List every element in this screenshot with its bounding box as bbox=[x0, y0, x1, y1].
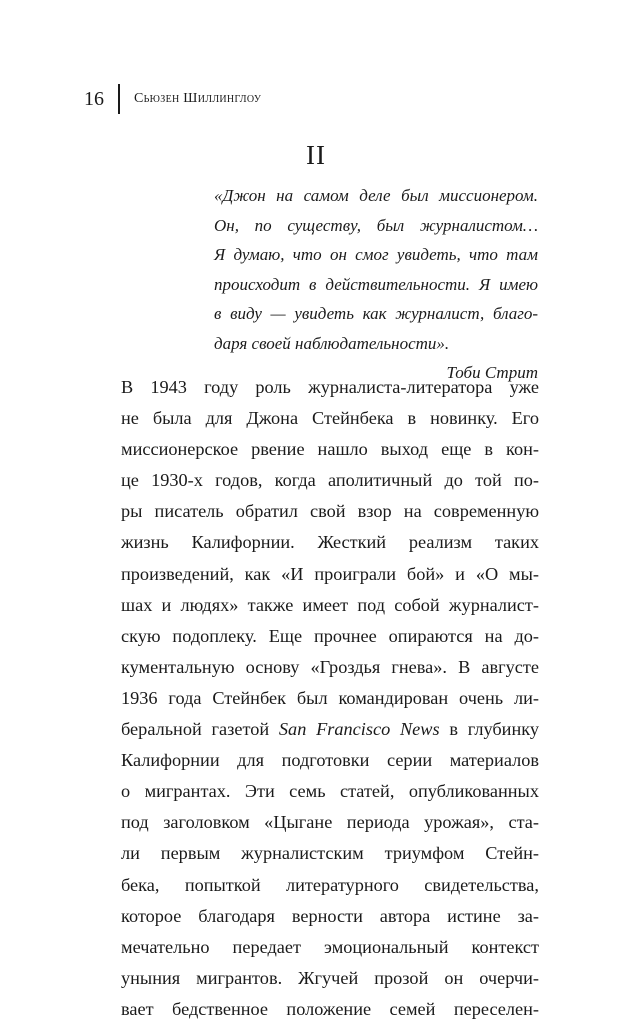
body-line: о мигрантах. Эти семь статей, опубликованных bbox=[121, 781, 539, 802]
running-head bbox=[84, 82, 261, 116]
body-line: це 1930-х годов, когда аполитичный до той по- bbox=[121, 470, 539, 491]
body-line: скую подоплеку. Еще прочнее опираются на до- bbox=[121, 625, 539, 646]
chapter-number: II bbox=[306, 140, 326, 170]
body-paragraph bbox=[121, 372, 539, 1025]
epigraph-line: даря своей наблюдательности». bbox=[214, 333, 450, 353]
epigraph bbox=[214, 181, 538, 388]
body-line: бека, попыткой литературного свидетельства, bbox=[121, 874, 539, 895]
epigraph-line: Он, по существу, был журналистом… bbox=[214, 215, 538, 235]
body-line: вает бедственное положение семей переселен- bbox=[121, 998, 539, 1019]
epigraph-line: Я думаю, что он смог увидеть, что там bbox=[214, 245, 538, 264]
body-line: Калифорнии для подготовки серии материалов bbox=[121, 750, 539, 771]
body-line: кументальную основу «Гроздья гнева». В августе bbox=[121, 656, 539, 677]
body-line-text: беральной газетой bbox=[121, 719, 279, 740]
body-line: под заголовком «Цыгане периода урожая», ста- bbox=[121, 812, 539, 833]
body-line-text: в глубинку bbox=[439, 719, 539, 740]
body-line: ры писатель обратил свой взор на современную bbox=[121, 501, 539, 522]
body-line: В 1943 году роль журналиста-литератора уже bbox=[121, 377, 539, 397]
body-line: шах и людях» также имеет под собой журналист- bbox=[121, 594, 539, 615]
body-line: произведений, как «И проиграли бой» и «О мы- bbox=[121, 563, 539, 584]
body-line: ли первым журналистским триумфом Стейн- bbox=[121, 843, 539, 864]
epigraph-line: «Джон на самом деле был миссионером. bbox=[214, 186, 538, 205]
body-line: которое благодаря верности автора истине за- bbox=[121, 905, 539, 926]
body-line: уныния мигрантов. Жгучей прозой он очерчи- bbox=[121, 967, 539, 988]
body-line: мечательно передает эмоциональный контекст bbox=[121, 936, 539, 957]
newspaper-title: San Francisco News bbox=[278, 719, 440, 740]
epigraph-line: в виду — увидеть как журналист, благо- bbox=[214, 304, 538, 323]
body-line: жизнь Калифорнии. Жесткий реализм таких bbox=[121, 532, 539, 553]
epigraph-attribution: Тоби Стрит bbox=[446, 363, 538, 382]
running-head-divider bbox=[118, 84, 120, 114]
body-line-with-newspaper-title bbox=[121, 714, 539, 745]
body-line: не была для Джона Стейнбека в новинку. Его bbox=[121, 408, 539, 429]
epigraph-line: происходит в действительности. Я имею bbox=[214, 274, 538, 294]
running-head-author: Сьюзен Шиллинглоу bbox=[134, 91, 262, 106]
body-line: миссионерское рвение нашло выход еще в кон- bbox=[121, 439, 539, 460]
page-number: 16 bbox=[84, 87, 104, 110]
body-line: 1936 года Стейнбек был командирован очень ли- bbox=[121, 687, 539, 708]
